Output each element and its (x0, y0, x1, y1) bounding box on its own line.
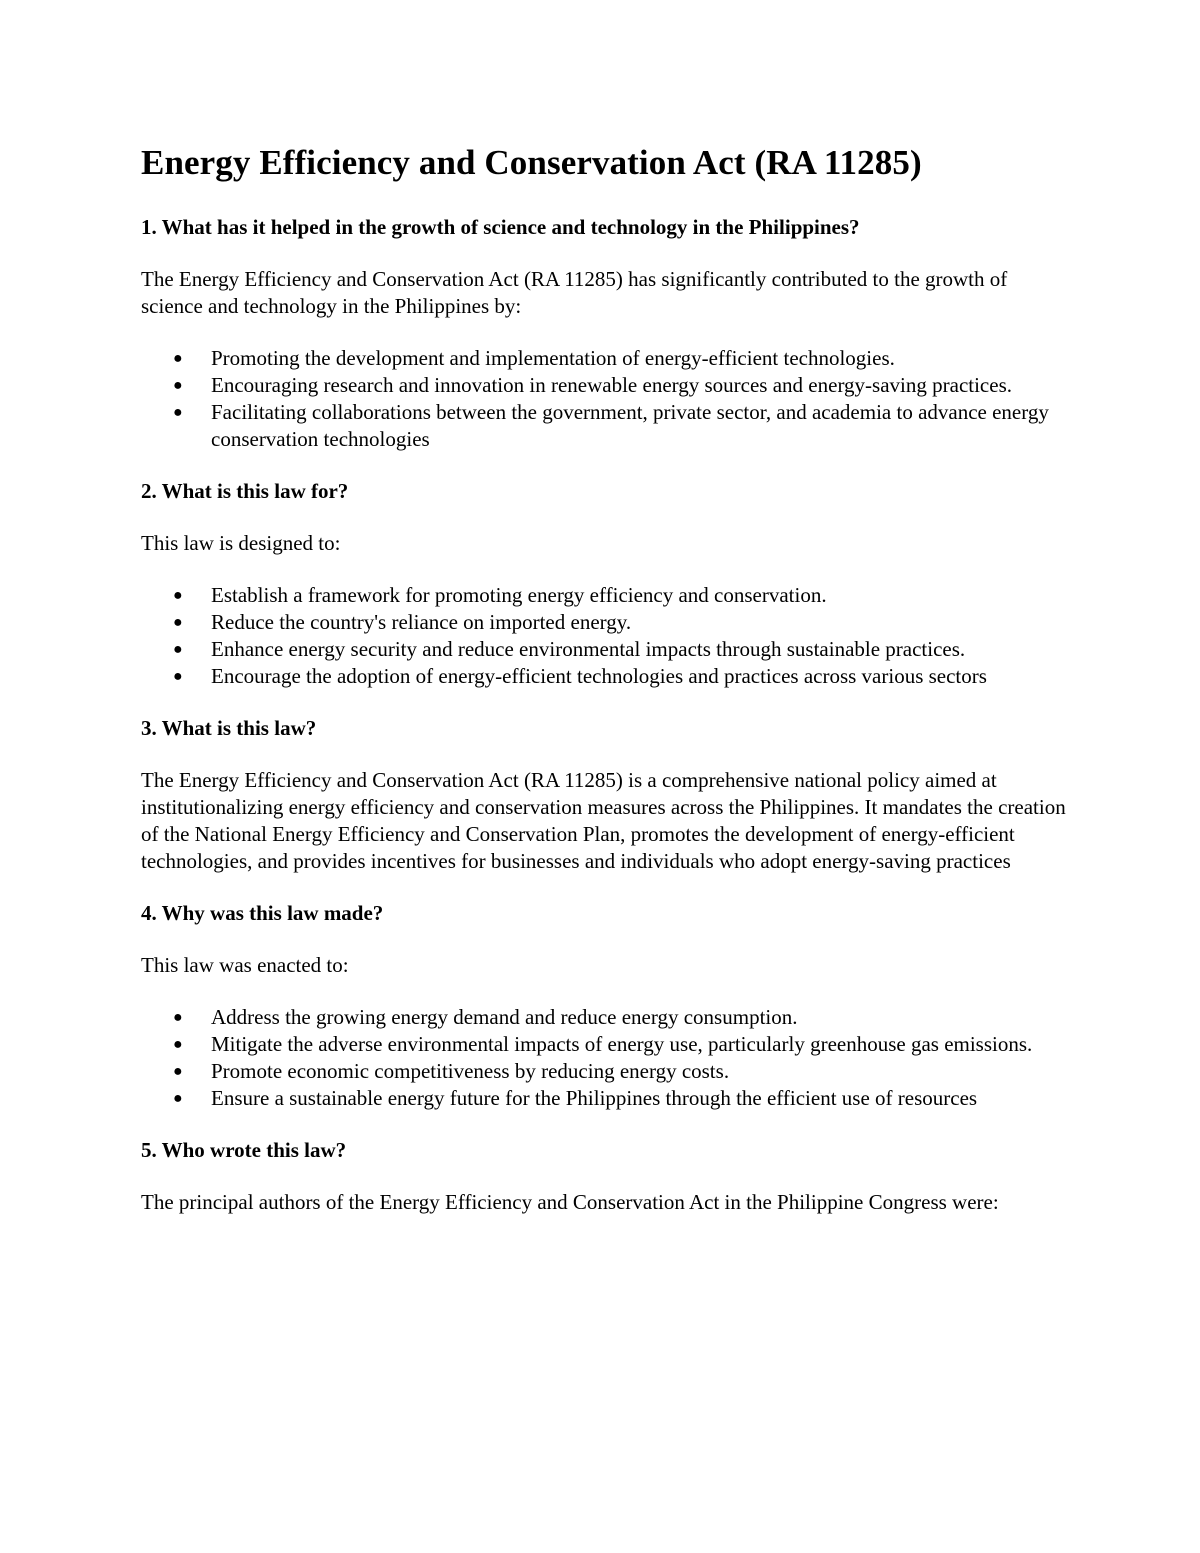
section-intro: The principal authors of the Energy Efficiency and Conservation Act in the Philippine Congress were: (141, 1190, 999, 1214)
section-heading: 3. What is this law? (141, 716, 317, 740)
bullet-icon: ● (173, 1090, 183, 1107)
bullet-icon: ● (173, 404, 183, 421)
document-body (141, 137, 1071, 1216)
list-item (141, 1085, 1071, 1112)
list-item (141, 399, 1071, 453)
bullet-icon: ● (173, 377, 183, 394)
list-item (141, 663, 1071, 690)
section-body: The Energy Efficiency and Conservation Act (RA 11285) is a comprehensive national policy aimed at institutionalizing energy efficiency and conservation measures across the Philippines. It mandates the creation of the National Energy Efficiency and Conservation Plan, promotes the development of energy-efficient technologies, and provides incentives for businesses and individuals who adopt energy-saving practices (141, 768, 1066, 873)
section-intro: The Energy Efficiency and Conservation Act (RA 11285) has significantly contributed to the growth of science and technology in the Philippines by: (141, 267, 1008, 318)
bullet-icon: ● (173, 641, 183, 658)
bullet-icon: ● (173, 1063, 183, 1080)
bullet-icon: ● (173, 1036, 183, 1053)
section-heading: 1. What has it helped in the growth of science and technology in the Philippines? (141, 215, 860, 239)
list-item-text: Enhance energy security and reduce environmental impacts through sustainable practices. (211, 637, 966, 661)
section-heading: 2. What is this law for? (141, 479, 349, 503)
list-item-text: Address the growing energy demand and reduce energy consumption. (211, 1005, 798, 1029)
bullet-icon: ● (173, 668, 183, 685)
bullet-list (141, 582, 1071, 690)
list-item (141, 582, 1071, 609)
list-item-text: Facilitating collaborations between the government, private sector, and academia to advance energy conservation technologies (211, 400, 1049, 451)
list-item-text: Encouraging research and innovation in renewable energy sources and energy-saving practices. (211, 373, 1012, 397)
list-item (141, 609, 1071, 636)
list-item (141, 636, 1071, 663)
list-item-text: Reduce the country's reliance on imported energy. (211, 610, 632, 634)
section-5 (141, 1137, 1071, 1216)
bullet-icon: ● (173, 350, 183, 367)
section-4 (141, 900, 1071, 1112)
bullet-list (141, 345, 1071, 453)
list-item (141, 1031, 1071, 1058)
section-3 (141, 715, 1071, 875)
list-item-text: Promoting the development and implementation of energy-efficient technologies. (211, 346, 895, 370)
bullet-icon: ● (173, 1009, 183, 1026)
bullet-list (141, 1004, 1071, 1112)
list-item-text: Encourage the adoption of energy-efficient technologies and practices across various sectors (211, 664, 987, 688)
section-2 (141, 478, 1071, 690)
document-title: Energy Efficiency and Conservation Act (RA 11285) (141, 143, 922, 182)
list-item-text: Mitigate the adverse environmental impacts of energy use, particularly greenhouse gas emissions. (211, 1032, 1033, 1056)
list-item (141, 1058, 1071, 1085)
section-heading: 4. Why was this law made? (141, 901, 384, 925)
list-item-text: Establish a framework for promoting energy efficiency and conservation. (211, 583, 827, 607)
section-intro: This law is designed to: (141, 531, 341, 555)
section-1 (141, 214, 1071, 453)
list-item (141, 372, 1071, 399)
list-item (141, 1004, 1071, 1031)
list-item-text: Promote economic competitiveness by reducing energy costs. (211, 1059, 730, 1083)
section-heading: 5. Who wrote this law? (141, 1138, 347, 1162)
bullet-icon: ● (173, 614, 183, 631)
bullet-icon: ● (173, 587, 183, 604)
section-intro: This law was enacted to: (141, 953, 349, 977)
list-item (141, 345, 1071, 372)
list-item-text: Ensure a sustainable energy future for the Philippines through the efficient use of resources (211, 1086, 978, 1110)
